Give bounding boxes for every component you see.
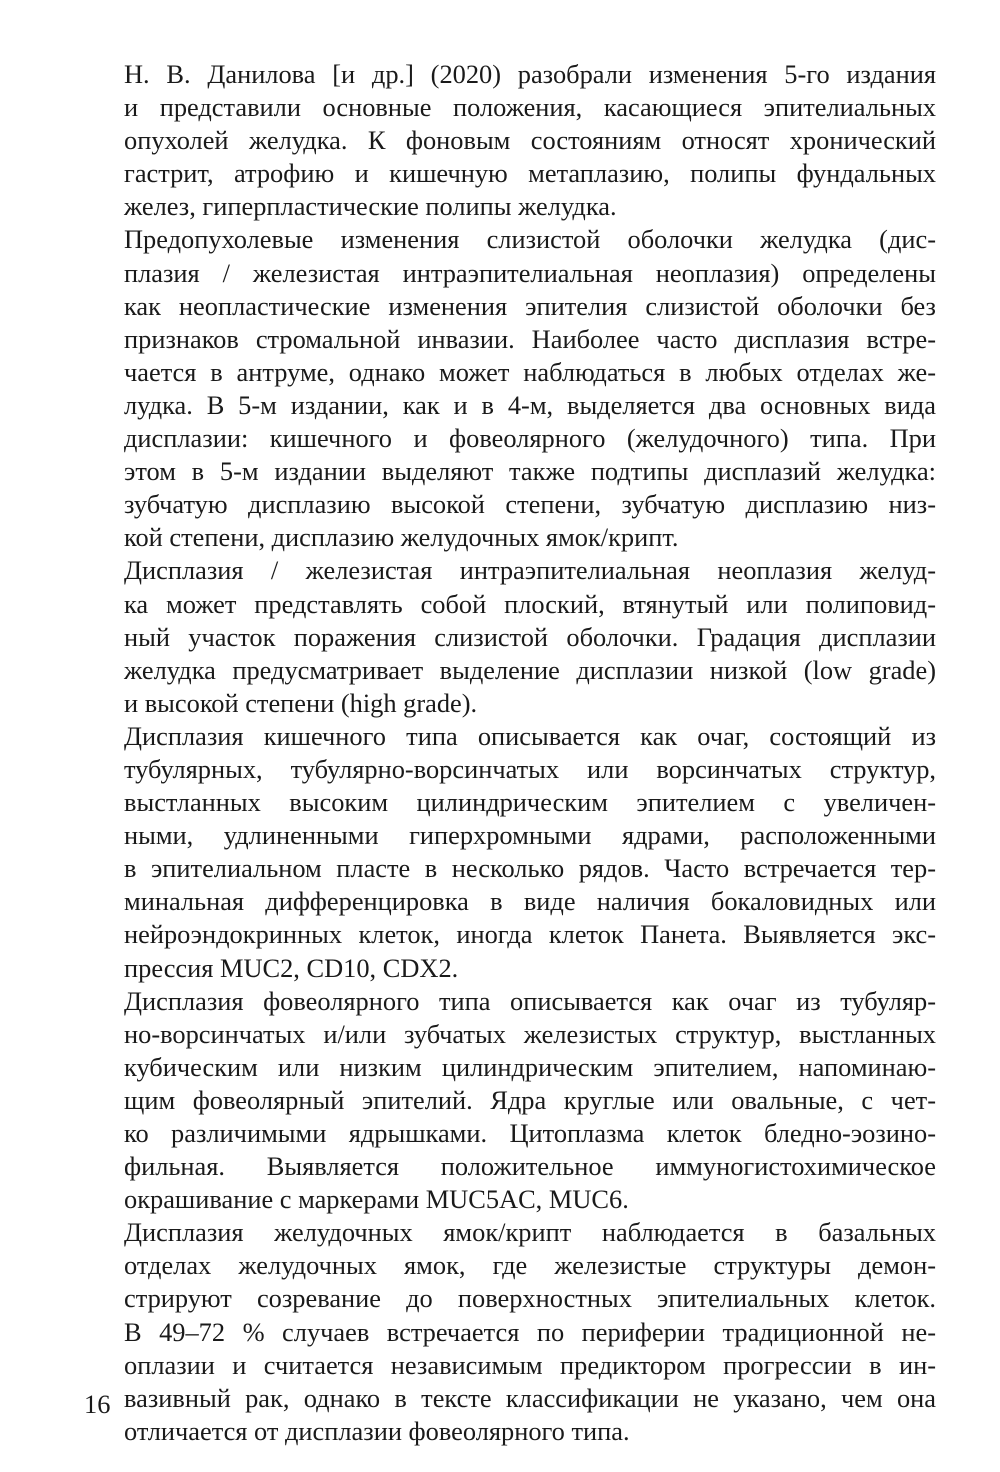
text-line: отличается от дисплазии фовеолярного типа. xyxy=(124,1415,630,1446)
text-line: желудка предусматривает выделение дисплазии низкой (low grade) xyxy=(124,654,936,685)
text-line: прессия MUC2, CD10, CDX2. xyxy=(124,952,459,983)
text-line: отделах желудочных ямок, где железистые структуры демон- xyxy=(124,1250,936,1281)
text-line: Дисплазия кишечного типа описывается как очаг, состоящий из xyxy=(124,720,936,751)
text-line: стрируют созревание до поверхностных эпителиальных клеток. xyxy=(124,1283,936,1314)
text-line: окрашивание с маркерами MUC5AC, MUC6. xyxy=(124,1184,629,1215)
text-line: но-ворсинчатых и/или зубчатых железистых структур, выстланных xyxy=(124,1018,936,1049)
text-line: этом в 5-м издании выделяют также подтипы дисплазий желудка: xyxy=(124,456,936,487)
text-line: дисплазии: кишечного и фовеолярного (желудочного) типа. При xyxy=(124,423,936,454)
text-line: В 49–72 % случаев встречается по периферии традиционной не- xyxy=(124,1316,936,1347)
page-body xyxy=(84,58,936,1448)
text-line: нейроэндокринных клеток, иногда клеток Панета. Выявляется экс- xyxy=(124,919,936,950)
text-line: желез, гиперпластические полипы желудка. xyxy=(124,191,617,222)
text-line: зубчатую дисплазию высокой степени, зубчатую дисплазию низ- xyxy=(124,489,936,520)
text-line: оплазии и считается независимым предиктором прогрессии в ин- xyxy=(124,1349,936,1380)
text-line: минальная дифференцировка в виде наличия бокаловидных или xyxy=(124,886,936,917)
text-line: плазия / железистая интраэпителиальная неоплазия) определены xyxy=(124,257,936,288)
text-line: и представили основные положения, касающиеся эпителиальных xyxy=(124,92,936,123)
text-line: Дисплазия желудочных ямок/крипт наблюдается в базальных xyxy=(124,1217,936,1248)
text-line: Предопухолевые изменения слизистой оболочки желудка (дис- xyxy=(124,224,936,255)
text-line: фильная. Выявляется положительное иммуногистохимическое xyxy=(124,1151,936,1182)
text-line: ка может представлять собой плоский, втянутый или полиповид- xyxy=(124,588,936,619)
paragraph-3 xyxy=(84,554,936,719)
paragraph-6 xyxy=(84,1216,936,1448)
text-line: ными, удлиненными гиперхромными ядрами, расположенными xyxy=(124,820,936,851)
text-line: чается в антруме, однако может наблюдаться в любых отделах же- xyxy=(124,356,936,387)
text-line: лудка. В 5-м издании, как и в 4-м, выделяется два основных вида xyxy=(124,389,936,420)
paragraph-2 xyxy=(84,223,936,554)
text-line: щим фовеолярный эпителий. Ядра круглые или овальные, с чет- xyxy=(124,1084,936,1115)
text-line: выстланных высоким цилиндрическим эпителием с увеличен- xyxy=(124,787,936,818)
text-line: кубическим или низким цилиндрическим эпителием, напоминаю- xyxy=(124,1051,936,1082)
text-line: Дисплазия фовеолярного типа описывается как очаг из тубуляр- xyxy=(124,985,936,1016)
text-line: ный участок поражения слизистой оболочки. Градация дисплазии xyxy=(124,621,936,652)
text-line: ко различимыми ядрышками. Цитоплазма клеток бледно-эозино- xyxy=(124,1118,936,1148)
text-line: кой степени, дисплазию желудочных ямок/крипт. xyxy=(124,522,679,553)
text-line: признаков стромальной инвазии. Наиболее часто дисплазия встре- xyxy=(124,323,936,354)
page-number: 16 xyxy=(84,1389,111,1419)
text-line: в эпителиальном пласте в несколько рядов. Часто встречается тер- xyxy=(124,853,936,884)
text-line: и высокой степени (high grade). xyxy=(124,687,478,718)
text-line: опухолей желудка. К фоновым состояниям относят хронический xyxy=(124,125,936,156)
paragraph-4 xyxy=(84,720,936,985)
text-line: вазивный рак, однако в тексте классификации не указано, чем она xyxy=(124,1382,936,1413)
text-line: тубулярных, тубулярно-ворсинчатых или ворсинчатых структур, xyxy=(124,753,936,784)
paragraph-1 xyxy=(84,58,936,223)
text-line: Дисплазия / железистая интраэпителиальная неоплазия желуд- xyxy=(124,555,936,586)
paragraph-5 xyxy=(84,985,936,1217)
text-line: как неопластические изменения эпителия слизистой оболочки без xyxy=(124,290,936,321)
text-line: Н. В. Данилова [и др.] (2020) разобрали изменения 5-го издания xyxy=(124,59,936,89)
text-line: гастрит, атрофию и кишечную метаплазию, полипы фундальных xyxy=(124,158,936,189)
